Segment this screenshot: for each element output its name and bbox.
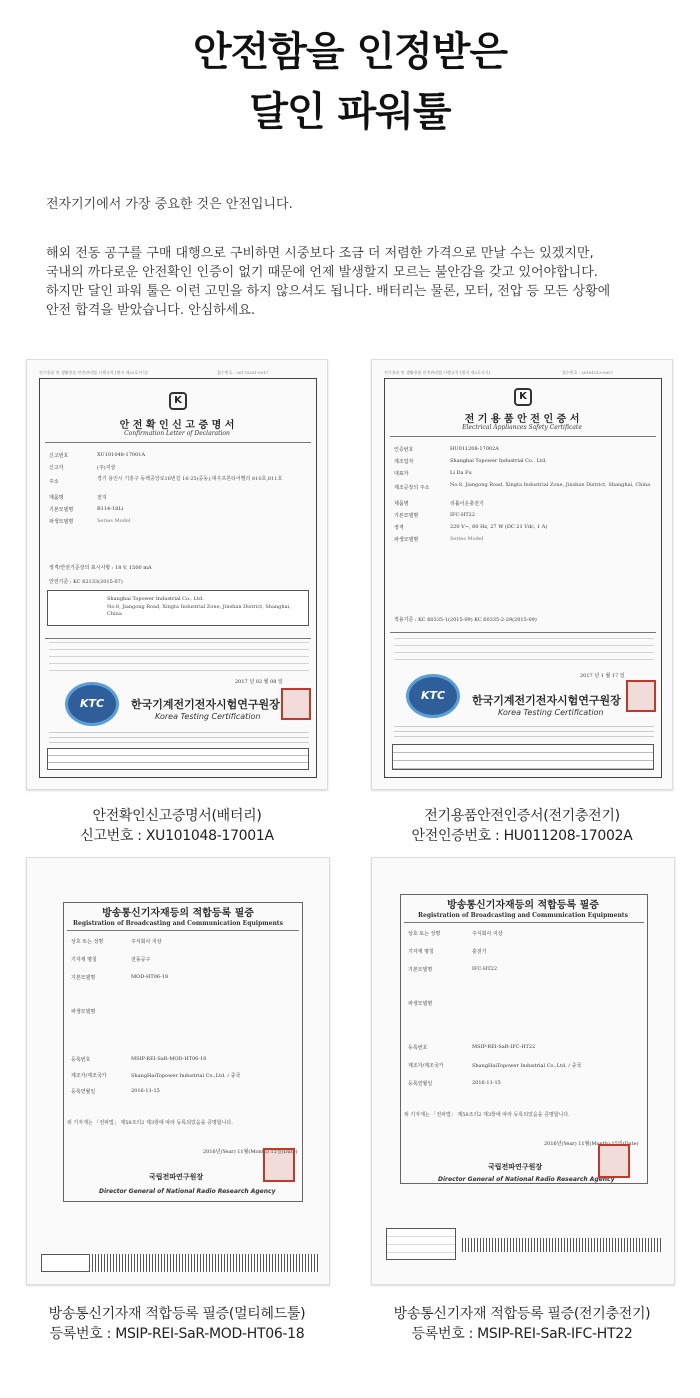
doc-title: 방송통신기자재등의 적합등록 필증: [102, 908, 254, 919]
certificate-caption: [372, 806, 672, 846]
doc-row-value: B114-18Li: [97, 506, 124, 512]
doc-row-label: 기자재 명칭: [71, 957, 97, 963]
official-seal-icon: [598, 1144, 630, 1178]
doc-date: 2017 년 02 월 08 일: [235, 679, 283, 685]
doc-header-note: 전기용품 및 생활용품 안전관리법 시행규칙 [별지 제3호서식]: [384, 370, 491, 375]
doc-row-label: 등록연월일: [71, 1089, 96, 1095]
doc-row-label: 상호 또는 성명: [71, 939, 104, 945]
headline-line1: 안전함을 인정받은: [192, 29, 508, 75]
caption-title: 방송통신기자재 적합등록 필증(멀티헤드툴): [48, 1306, 306, 1322]
doc-row-value: Shanghai Topower Industrial Co., Ltd.: [450, 458, 547, 464]
official-seal-icon: [626, 680, 656, 712]
doc-date: 2016년(Year) 11월(Month) 15일(Date): [544, 1141, 639, 1147]
doc-row-value: 전지: [97, 495, 107, 501]
doc-frame: [384, 378, 662, 778]
doc-row-value: 주식회사 지상: [131, 939, 162, 945]
doc-row-label: 대표자: [394, 471, 409, 477]
doc-title: 전 기 용 품 안 전 인 증 서: [464, 414, 580, 425]
doc-issuer: 국립전파연구원장: [149, 1173, 204, 1181]
certificate-image-charger-safety: [371, 359, 673, 790]
certificate-caption: [27, 1304, 327, 1344]
doc-body-text: [394, 638, 654, 664]
doc-row-label: 파생모델명: [408, 1001, 433, 1007]
doc-row-value: (주)지상: [97, 465, 116, 471]
doc-title-en: Electrical Appliances Safety Certificate: [462, 424, 582, 431]
doc-mfr-addr: No.8, Jiangong Road, Xingta Industrial Zone, Jinshan District, Shanghai, China: [107, 604, 291, 617]
doc-row-value: Li Da Fu: [450, 470, 472, 476]
doc-barcode: [89, 1254, 319, 1272]
doc-stamp-box: [386, 1228, 456, 1260]
paragraph-line: 국내의 까다로운 안전확인 인증이 없기 때문에 언제 발생할지 모르는 불안감을 갖고 있어야합니다.: [46, 265, 598, 280]
kc-mark-icon: K: [514, 388, 532, 406]
certificate-caption: [27, 806, 327, 846]
divider: [404, 922, 644, 923]
doc-row-value: 충전기: [472, 949, 487, 955]
doc-rating: 정격/안전기준상의 표시사항 : 18 V, 1500 mA: [49, 565, 152, 571]
doc-row-value: Series Model: [97, 518, 131, 524]
ktc-logo-icon: KTC: [65, 682, 119, 726]
doc-issuer: 한국기계전기전자시험연구원장: [472, 694, 621, 707]
doc-row-value: ShangHaiTopower Industrial Co.,Ltd. / 중국: [131, 1073, 241, 1079]
doc-row-label: 정격: [394, 525, 404, 531]
doc-row-value: 2016-11-15: [131, 1088, 160, 1094]
doc-row-label: 제조자/제조국가: [71, 1073, 107, 1079]
hero-header: [0, 28, 700, 136]
headline-line2: 달인 파워툴: [249, 89, 451, 135]
caption-title: 안전확인신고증명서(배터리): [92, 808, 262, 824]
doc-standard: 안전기준 : KC 62133(2015-07): [49, 579, 123, 585]
doc-footer-text: [49, 732, 309, 746]
paragraph-line: 해외 전동 공구를 구매 대행으로 구비하면 시중보다 조금 더 저렴한 가격으로 만날 수는 있겠지만,: [46, 246, 594, 261]
doc-footer-table: [392, 744, 654, 770]
doc-row-label: 상호 또는 성명: [408, 931, 441, 937]
doc-issuer-en: Korea Testing Certification: [155, 712, 261, 721]
doc-row-value: 220 V~, 60 Hz, 27 W (DC 21 Vdc, 1 A): [450, 524, 548, 530]
doc-row-label: 기본모델명: [49, 507, 74, 513]
doc-row-label: 제조공장의 주소: [394, 485, 430, 491]
doc-row-value: XU101048-17001A: [97, 452, 146, 458]
doc-row-value: IFC-HT22: [450, 512, 476, 518]
doc-title: 안 전 확 인 신 고 증 명 서: [119, 420, 235, 431]
official-seal-icon: [281, 688, 311, 720]
doc-row-value: 리튬이온충전기: [450, 501, 484, 507]
paragraph-line: 안전 합격을 받았습니다. 안심하세요.: [46, 303, 256, 318]
caption-title: 전기용품안전인증서(전기충전기): [424, 808, 620, 824]
doc-body-text: [49, 642, 309, 672]
kc-mark-icon: K: [169, 392, 187, 410]
doc-date: 2017 년 1 월 17 일: [580, 673, 625, 679]
doc-row-value: No.8, Jiangong Road, Xingta Industrial Zone, Jinshan District, Shanghai, China: [450, 482, 651, 488]
ktc-logo-icon: KTC: [406, 674, 460, 718]
doc-row-value: 2016-11-15: [472, 1080, 501, 1086]
doc-title-en: Registration of Broadcasting and Communication Equipments: [418, 912, 628, 919]
divider: [45, 442, 311, 443]
caption-title: 방송통신기자재 적합등록 필증(전기충전기): [393, 1306, 651, 1322]
doc-statement: 위 기자재는 「전파법」 제58조의2 제3항에 따라 등록되었음을 증명합니다.: [404, 1112, 570, 1118]
doc-row-value: 주식회사 지상: [472, 931, 503, 937]
caption-number: 안전인증번호 : HU011208-17002A: [411, 828, 633, 844]
doc-row-value: HU011208-17002A: [450, 446, 499, 452]
doc-row-label: 제조자/제조국가: [408, 1063, 444, 1069]
doc-row-label: 기본모델명: [394, 513, 419, 519]
doc-row-label: 등록번호: [71, 1057, 91, 1063]
doc-row-label: 기본모델명: [408, 967, 433, 973]
doc-issuer-en: Director General of National Radio Research Agency: [99, 1188, 276, 1195]
doc-issuer-en: Korea Testing Certification: [498, 708, 604, 717]
doc-date: 2016년(Year) 11월(Month) 15일(Date): [203, 1149, 298, 1155]
doc-title-en: Registration of Broadcasting and Communication Equipments: [73, 920, 283, 927]
caption-number: 등록번호 : MSIP-REI-SaR-IFC-HT22: [411, 1326, 633, 1342]
doc-row-label: 주소: [49, 479, 59, 485]
doc-row-label: 신고자: [49, 465, 64, 471]
doc-barcode: [462, 1238, 662, 1252]
certificate-image-charger-registration: [371, 857, 675, 1285]
doc-stamp-box: [41, 1254, 93, 1272]
doc-standard: 적용기준 : KC 60335-1(2015-09) KC 60335-2-29(2015-09): [394, 617, 537, 623]
doc-number: 접수번호 : 20170201-0017: [217, 370, 269, 375]
doc-issuer-en: Director General of National Radio Research Agency: [438, 1176, 615, 1183]
doc-number: 접수번호 : 20161013-0057: [562, 370, 614, 375]
doc-row-label: 파생모델명: [394, 537, 419, 543]
certificate-caption: [372, 1304, 672, 1344]
doc-row-label: 등록번호: [408, 1045, 428, 1051]
description-paragraph: [46, 244, 666, 320]
certificate-image-battery: [26, 359, 328, 790]
doc-row-label: 파생모델명: [49, 519, 74, 525]
doc-row-value: Series Model: [450, 536, 484, 542]
doc-issuer: 한국기계전기전자시험연구원장: [131, 698, 280, 711]
official-seal-icon: [263, 1148, 295, 1182]
intro-text: 전자기기에서 가장 중요한 것은 안전입니다.: [46, 197, 293, 212]
divider: [390, 436, 656, 437]
doc-header-note: 전기용품 및 생활용품 안전관리법 시행규칙 [별지 제52호서식]: [39, 370, 148, 375]
doc-row-value: 전동공구: [131, 957, 151, 963]
doc-row-value: ShangHaiTopower Industrial Co.,Ltd. / 중국: [472, 1063, 582, 1069]
doc-title: 방송통신기자재등의 적합등록 필증: [447, 900, 599, 911]
doc-row-value: 경기 용인시 기흥구 동백중앙로16번길 16-25(중동),대우프론티어밸리 810호,811호: [97, 476, 283, 482]
doc-mfr-name: Shanghai Topower Industrial Co., Ltd.: [107, 596, 204, 602]
doc-row-value: MSIP-REI-SaR-MOD-HT06-18: [131, 1056, 207, 1062]
caption-number: 신고번호 : XU101048-17001A: [80, 828, 274, 844]
doc-row-label: 등록연월일: [408, 1081, 433, 1087]
doc-row-value: IFC-HT22: [472, 966, 498, 972]
doc-row-label: 기자재 명칭: [408, 949, 434, 955]
doc-title-en: Confirmation Letter of Declaration: [124, 430, 230, 437]
doc-row-label: 기본모델명: [71, 975, 96, 981]
doc-row-label: 제품명: [394, 501, 409, 507]
doc-row-label: 제조업자: [394, 459, 414, 465]
doc-footer-table: [47, 748, 309, 770]
doc-issuer: 국립전파연구원장: [488, 1163, 543, 1171]
doc-statement: 위 기자재는 「전파법」 제58조의2 제3항에 따라 등록되었음을 증명합니다.: [67, 1120, 233, 1126]
paragraph-line: 하지만 달인 파워 툴은 이런 고민을 하지 않으셔도 됩니다. 배터리는 물론, 모터, 전압 등 모든 상황에: [46, 284, 611, 299]
divider: [67, 930, 299, 931]
doc-row-label: 제품명: [49, 495, 64, 501]
doc-row-value: MSIP-REI-SaR-IFC-HT22: [472, 1044, 536, 1050]
doc-row-label: 신고번호: [49, 453, 69, 459]
divider: [45, 638, 311, 639]
doc-row-value: MOD-HT06-18: [131, 974, 169, 980]
caption-number: 등록번호 : MSIP-REI-SaR-MOD-HT06-18: [49, 1326, 305, 1342]
doc-row-label: 인증번호: [394, 447, 414, 453]
divider: [390, 632, 656, 633]
doc-footer-text: [394, 726, 654, 740]
doc-row-label: 파생모델명: [71, 1009, 96, 1015]
certificate-image-multihead-registration: [26, 857, 330, 1285]
